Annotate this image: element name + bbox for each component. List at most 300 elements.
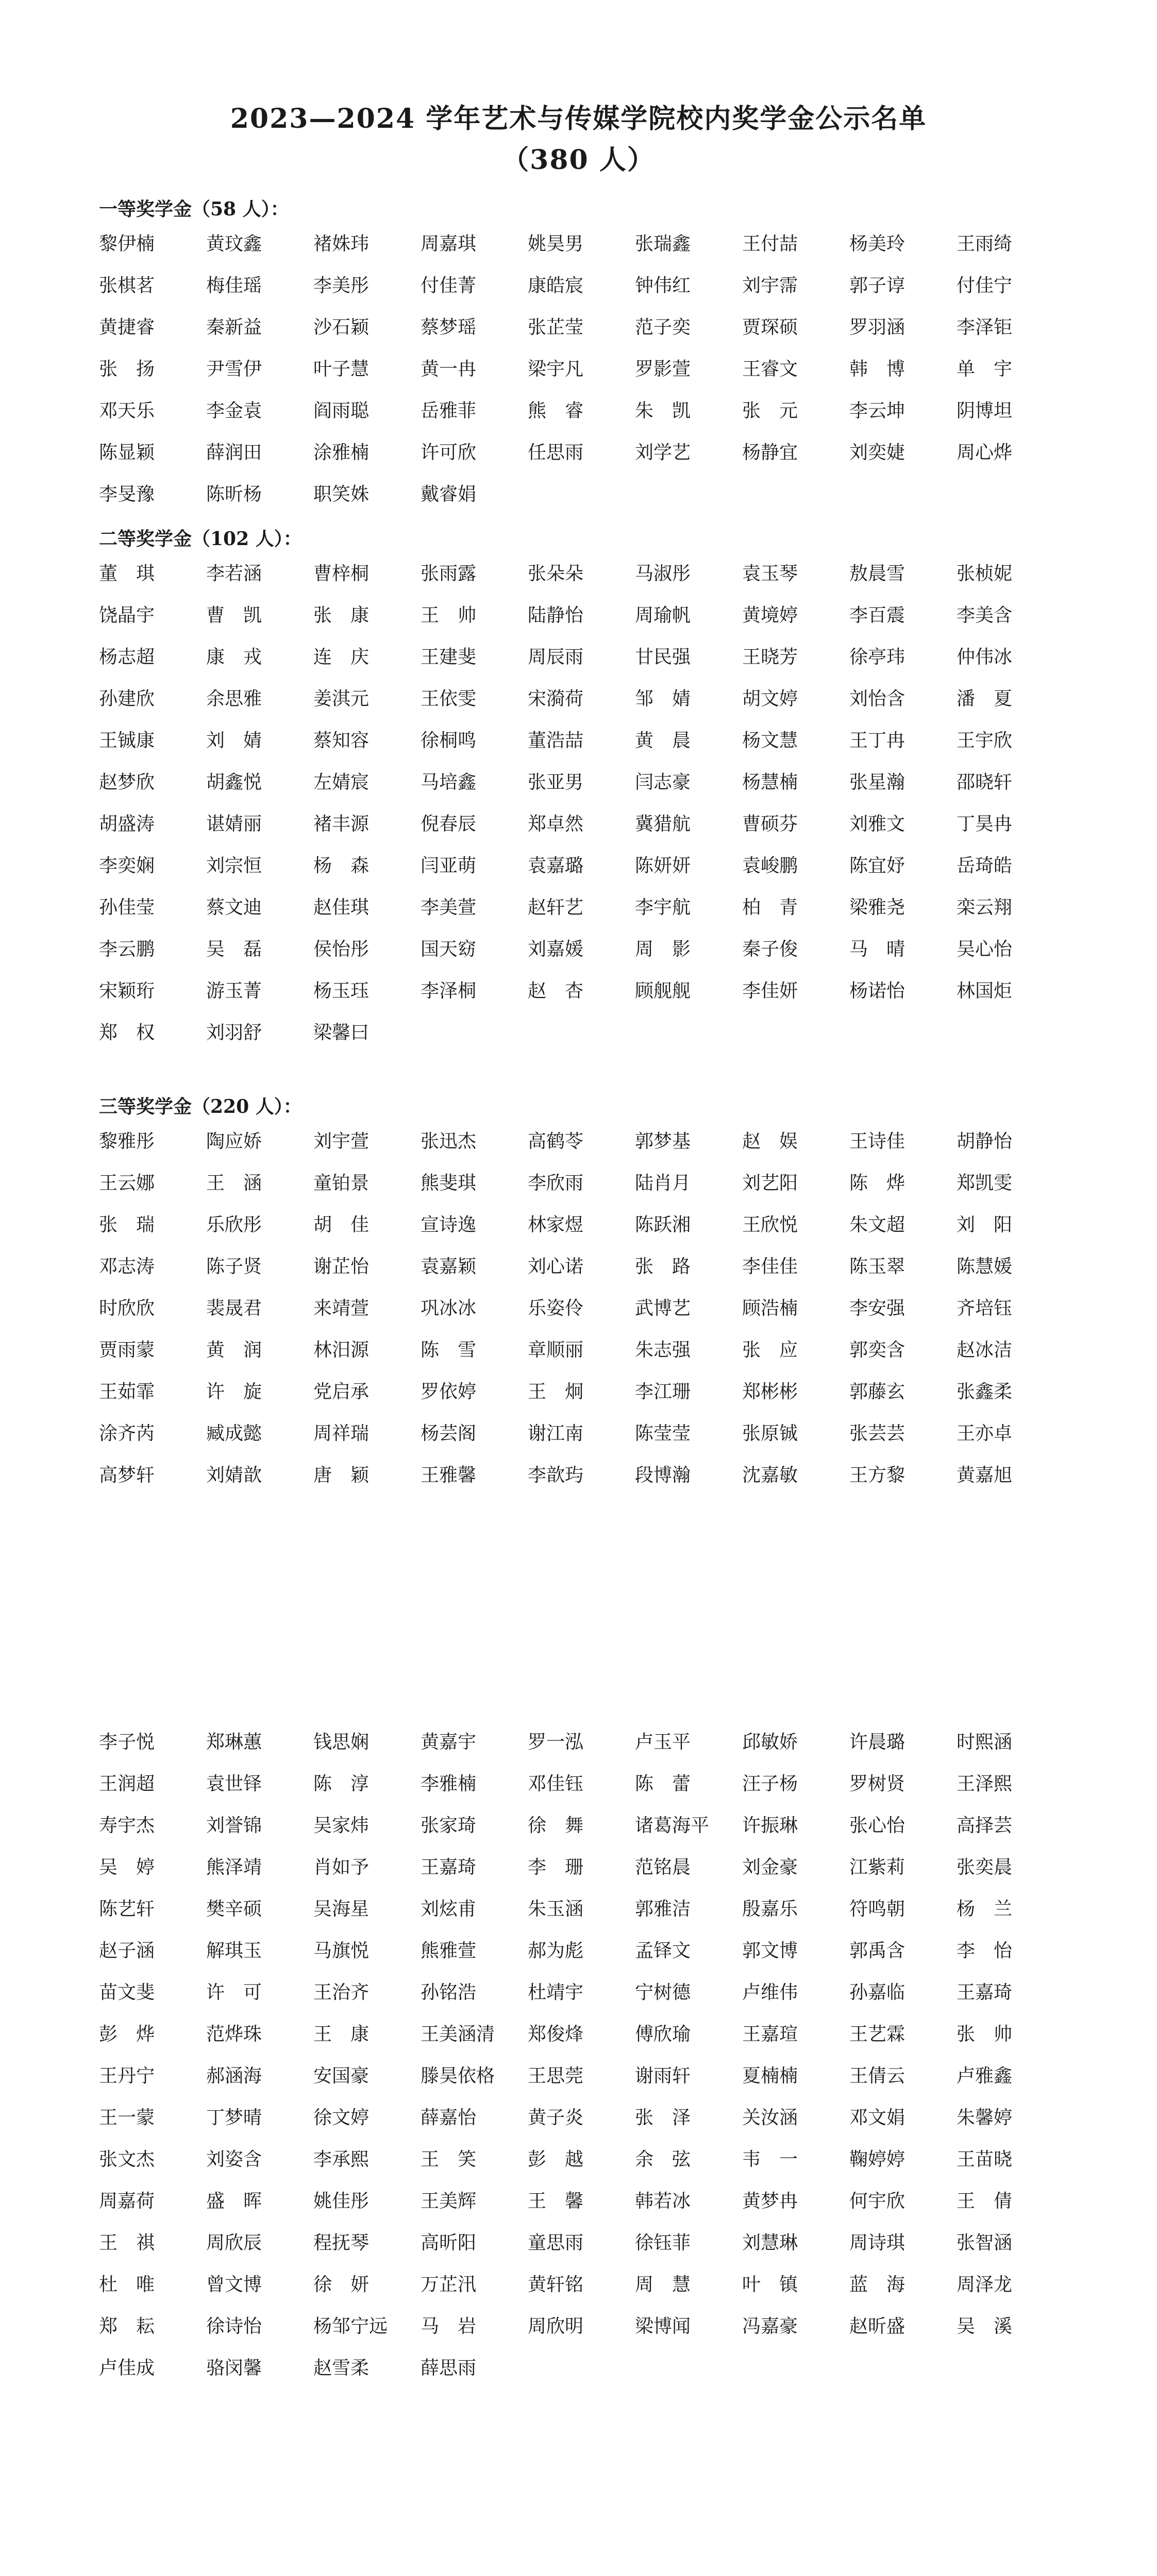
name-cell: 谢江南 (528, 1423, 584, 1444)
name-cell: 李子悦 (99, 1732, 155, 1753)
name-cell: 郭藤玄 (849, 1381, 906, 1402)
name-cell: 郑俊烽 (528, 2024, 584, 2045)
name-cell: 刘羽舒 (206, 1022, 262, 1043)
name-cell: 肖如予 (313, 1857, 370, 1878)
name-cell: 王丹宁 (99, 2065, 155, 2087)
name-cell: 甘民强 (635, 647, 691, 668)
name-cell: 朱玉涵 (528, 1899, 584, 1920)
name-cell: 单 宇 (957, 359, 1013, 380)
name-cell: 栾云翔 (957, 897, 1013, 918)
name-cell: 黄子炎 (528, 2107, 584, 2128)
name-cell: 叶 镇 (742, 2274, 798, 2295)
name-cell: 彭 越 (528, 2149, 584, 2170)
name-cell: 郑彬彬 (742, 1381, 798, 1402)
name-cell: 许振琳 (742, 1815, 798, 1836)
name-cell: 康皓宸 (528, 275, 584, 296)
name-cell: 张奕晨 (957, 1857, 1013, 1878)
name-cell: 王美涵清 (421, 2024, 495, 2045)
name-cell: 陈慧媛 (957, 1256, 1013, 1277)
name-cell: 刘心诺 (528, 1256, 584, 1277)
name-cell: 陈 烨 (849, 1173, 906, 1194)
name-cell: 安国豪 (313, 2065, 370, 2087)
name-cell: 梁博闻 (635, 2316, 691, 2337)
name-cell: 杨 兰 (957, 1899, 1013, 1920)
name-cell: 连 庆 (313, 647, 370, 668)
name-cell: 袁峻鹏 (742, 855, 798, 876)
name-cell: 薛嘉怡 (421, 2107, 477, 2128)
name-cell: 赵梦欣 (99, 772, 155, 793)
name-cell: 王 涵 (206, 1173, 262, 1194)
name-cell: 王泽熙 (957, 1773, 1013, 1794)
name-cell: 秦新益 (206, 317, 262, 338)
name-cell: 刘金豪 (742, 1857, 798, 1878)
name-cell: 刘炫甫 (421, 1899, 477, 1920)
name-cell: 闫亚萌 (421, 855, 477, 876)
name-cell: 涂齐芮 (99, 1423, 155, 1444)
name-cell: 张芸芸 (849, 1423, 906, 1444)
name-cell: 宋漪荷 (528, 688, 584, 709)
name-cell: 熊雅萱 (421, 1940, 477, 1961)
name-cell: 刘婧歆 (206, 1465, 262, 1486)
name-cell: 童铂景 (313, 1173, 370, 1194)
section-heading-second-prize: 二等奖学金（102 人）： (99, 528, 302, 550)
name-cell: 马旗悦 (313, 1940, 370, 1961)
name-cell: 丁昊冉 (957, 814, 1013, 835)
name-cell: 李美彤 (313, 275, 370, 296)
name-cell: 曹梓桐 (313, 563, 370, 584)
name-cell: 黄 润 (206, 1340, 262, 1361)
name-cell: 张芷莹 (528, 317, 584, 338)
name-cell: 杨玉珏 (313, 980, 370, 1002)
name-cell: 郭子谆 (849, 275, 906, 296)
name-cell: 时熙涵 (957, 1732, 1013, 1753)
name-cell: 谢雨轩 (635, 2065, 691, 2087)
name-cell: 陈 雪 (421, 1340, 477, 1361)
name-cell: 夏楠楠 (742, 2065, 798, 2087)
name-cell: 张桢妮 (957, 563, 1013, 584)
name-cell: 陶应娇 (206, 1131, 262, 1152)
name-cell: 任思雨 (528, 442, 584, 463)
name-cell: 黄嘉宇 (421, 1732, 477, 1753)
name-cell: 郑 权 (99, 1022, 155, 1043)
name-cell: 邓天乐 (99, 400, 155, 421)
name-cell: 陆静怡 (528, 605, 584, 626)
name-cell: 江紫莉 (849, 1857, 906, 1878)
name-cell: 贾雨蒙 (99, 1340, 155, 1361)
name-cell: 王雅馨 (421, 1465, 477, 1486)
name-cell: 沙石颖 (313, 317, 370, 338)
name-cell: 张原铖 (742, 1423, 798, 1444)
name-cell: 王欣悦 (742, 1214, 798, 1235)
name-cell: 许 旋 (206, 1381, 262, 1402)
name-cell: 鞠婷婷 (849, 2149, 906, 2170)
name-cell: 王付喆 (742, 233, 798, 255)
name-cell: 李奕娴 (99, 855, 155, 876)
name-cell: 郭奕含 (849, 1340, 906, 1361)
name-cell: 刘雅文 (849, 814, 906, 835)
name-cell: 王 帅 (421, 605, 477, 626)
name-cell: 付佳宁 (957, 275, 1013, 296)
name-cell: 刘姿含 (206, 2149, 262, 2170)
name-cell: 黄嘉旭 (957, 1465, 1013, 1486)
name-cell: 周欣辰 (206, 2232, 262, 2253)
name-cell: 郭雅洁 (635, 1899, 691, 1920)
name-cell: 章顺丽 (528, 1340, 584, 1361)
name-cell: 梅佳瑶 (206, 275, 262, 296)
name-cell: 陈 淳 (313, 1773, 370, 1794)
name-cell: 王丁冉 (849, 730, 906, 751)
name-cell: 何宇欣 (849, 2191, 906, 2212)
name-cell: 符鸣朝 (849, 1899, 906, 1920)
name-cell: 郭梦基 (635, 1131, 691, 1152)
name-cell: 乐欣彤 (206, 1214, 262, 1235)
name-cell: 薛思雨 (421, 2358, 477, 2379)
name-cell: 张 泽 (635, 2107, 691, 2128)
name-cell: 顾浩楠 (742, 1298, 798, 1319)
name-cell: 李百震 (849, 605, 906, 626)
name-cell: 胡盛涛 (99, 814, 155, 835)
name-cell: 周 影 (635, 939, 691, 960)
name-cell: 党启承 (313, 1381, 370, 1402)
name-cell: 徐钰菲 (635, 2232, 691, 2253)
name-cell: 孙佳莹 (99, 897, 155, 918)
name-cell: 许 可 (206, 1982, 262, 2003)
name-cell: 胡文婷 (742, 688, 798, 709)
name-cell: 王美辉 (421, 2191, 477, 2212)
name-cell: 朱文超 (849, 1214, 906, 1235)
name-cell: 褚丰源 (313, 814, 370, 835)
name-cell: 职笑姝 (313, 484, 370, 505)
name-cell: 王嘉瑄 (742, 2024, 798, 2045)
name-cell: 杨志超 (99, 647, 155, 668)
name-cell: 李泽桐 (421, 980, 477, 1002)
document-title: 2023—2024 学年艺术与传媒学院校内奖学金公示名单 (230, 103, 927, 134)
name-cell: 寿宇杰 (99, 1815, 155, 1836)
name-cell: 解琪玉 (206, 1940, 262, 1961)
name-cell: 王治齐 (313, 1982, 370, 2003)
name-cell: 黎雅彤 (99, 1131, 155, 1152)
name-cell: 孙建欣 (99, 688, 155, 709)
name-cell: 郝涵海 (206, 2065, 262, 2087)
name-cell: 李若涵 (206, 563, 262, 584)
name-cell: 马 岩 (421, 2316, 477, 2337)
name-cell: 梁宇凡 (528, 359, 584, 380)
name-cell: 陈显颖 (99, 442, 155, 463)
name-cell: 马淑彤 (635, 563, 691, 584)
name-cell: 关汝涵 (742, 2107, 798, 2128)
name-cell: 李 怡 (957, 1940, 1013, 1961)
name-cell: 张雨露 (421, 563, 477, 584)
name-grid-first-prize (99, 232, 1068, 524)
name-cell: 陈昕杨 (206, 484, 262, 505)
name-cell: 倪春辰 (421, 814, 477, 835)
name-cell: 尹雪伊 (206, 359, 262, 380)
name-cell: 李泽钜 (957, 317, 1013, 338)
name-cell: 王 康 (313, 2024, 370, 2045)
name-cell: 唐 颖 (313, 1465, 370, 1486)
name-cell: 徐 妍 (313, 2274, 370, 2295)
name-cell: 时欣欣 (99, 1298, 155, 1319)
name-cell: 来靖萱 (313, 1298, 370, 1319)
section-heading-first-prize: 一等奖学金（58 人）： (99, 198, 289, 220)
name-cell: 张瑞鑫 (635, 233, 691, 255)
name-cell: 梁馨曰 (313, 1022, 370, 1043)
name-cell: 盛 晖 (206, 2191, 262, 2212)
name-grid-second-prize (99, 562, 1068, 1062)
name-cell: 罗树贤 (849, 1773, 906, 1794)
name-cell: 王云娜 (99, 1173, 155, 1194)
name-cell: 仲伟冰 (957, 647, 1013, 668)
name-cell: 梁雅尧 (849, 897, 906, 918)
name-cell: 赵 杏 (528, 980, 584, 1002)
name-cell: 黄梦冉 (742, 2191, 798, 2212)
name-cell: 张朵朵 (528, 563, 584, 584)
name-cell: 王嘉琦 (957, 1982, 1013, 2003)
name-cell: 徐亭玮 (849, 647, 906, 668)
name-cell: 朱 凯 (635, 400, 691, 421)
name-cell: 王艺霖 (849, 2024, 906, 2045)
name-cell: 姜淇元 (313, 688, 370, 709)
name-cell: 李佳佳 (742, 1256, 798, 1277)
name-cell: 张 瑞 (99, 1214, 155, 1235)
name-cell: 李美含 (957, 605, 1013, 626)
name-cell: 冯嘉豪 (742, 2316, 798, 2337)
name-cell: 王一蒙 (99, 2107, 155, 2128)
name-cell: 段博瀚 (635, 1465, 691, 1486)
name-cell: 熊 睿 (528, 400, 584, 421)
name-cell: 彭 烨 (99, 2024, 155, 2045)
name-cell: 阎雨聪 (313, 400, 370, 421)
name-cell: 李金袁 (206, 400, 262, 421)
name-cell: 赵佳琪 (313, 897, 370, 918)
name-cell: 陈玉翠 (849, 1256, 906, 1277)
name-cell: 郑卓然 (528, 814, 584, 835)
name-cell: 诸葛海平 (635, 1815, 710, 1836)
name-cell: 秦子俊 (742, 939, 798, 960)
name-cell: 张 元 (742, 400, 798, 421)
name-cell: 朱志强 (635, 1340, 691, 1361)
name-cell: 丁梦晴 (206, 2107, 262, 2128)
name-cell: 张 应 (742, 1340, 798, 1361)
name-cell: 张家琦 (421, 1815, 477, 1836)
name-cell: 熊斐琪 (421, 1173, 477, 1194)
name-cell: 岳雅菲 (421, 400, 477, 421)
name-cell: 陈莹莹 (635, 1423, 691, 1444)
name-cell: 乐姿伶 (528, 1298, 584, 1319)
name-cell: 李云坤 (849, 400, 906, 421)
name-cell: 陆肖月 (635, 1173, 691, 1194)
name-cell: 武博艺 (635, 1298, 691, 1319)
name-cell: 杨静宜 (742, 442, 798, 463)
name-cell: 刘嘉媛 (528, 939, 584, 960)
name-cell: 骆闵馨 (206, 2358, 262, 2379)
name-cell: 李承熙 (313, 2149, 370, 2170)
name-cell: 吴心怡 (957, 939, 1013, 960)
name-cell: 钟伟红 (635, 275, 691, 296)
name-cell: 童思雨 (528, 2232, 584, 2253)
name-cell: 黄玟鑫 (206, 233, 262, 255)
name-cell: 张鑫柔 (957, 1381, 1013, 1402)
name-cell: 齐培钰 (957, 1298, 1013, 1319)
name-cell: 赵子涵 (99, 1940, 155, 1961)
name-cell: 陈子贤 (206, 1256, 262, 1277)
name-cell: 吴家炜 (313, 1815, 370, 1836)
name-cell: 张亚男 (528, 772, 584, 793)
name-cell: 钱思娴 (313, 1732, 370, 1753)
name-cell: 杜靖宇 (528, 1982, 584, 2003)
name-cell: 王 馨 (528, 2191, 584, 2212)
name-cell: 宋颖珩 (99, 980, 155, 1002)
name-cell: 周泽龙 (957, 2274, 1013, 2295)
name-cell: 李江珊 (635, 1381, 691, 1402)
name-cell: 王诗佳 (849, 1131, 906, 1152)
name-cell: 康 戎 (206, 647, 262, 668)
name-cell: 孙铭浩 (421, 1982, 477, 2003)
name-cell: 周祥瑞 (313, 1423, 370, 1444)
name-cell: 郭禹含 (849, 1940, 906, 1961)
name-cell: 王茹霏 (99, 1381, 155, 1402)
name-cell: 李美萱 (421, 897, 477, 918)
name-cell: 王润超 (99, 1773, 155, 1794)
name-cell: 熊泽靖 (206, 1857, 262, 1878)
name-cell: 卢维伟 (742, 1982, 798, 2003)
name-cell: 吴 溪 (957, 2316, 1013, 2337)
name-cell: 刘艺阳 (742, 1173, 798, 1194)
name-cell: 潘 夏 (957, 688, 1013, 709)
name-cell: 袁玉琴 (742, 563, 798, 584)
name-cell: 范铭晨 (635, 1857, 691, 1878)
name-cell: 赵冰洁 (957, 1340, 1013, 1361)
name-cell: 苗文斐 (99, 1982, 155, 2003)
name-cell: 陈宜妤 (849, 855, 906, 876)
name-cell: 韩 博 (849, 359, 906, 380)
name-cell: 胡静怡 (957, 1131, 1013, 1152)
name-cell: 曹硕芬 (742, 814, 798, 835)
name-cell: 张 康 (313, 605, 370, 626)
name-cell: 王苗晓 (957, 2149, 1013, 2170)
name-cell: 杨 森 (313, 855, 370, 876)
name-cell: 朱馨婷 (957, 2107, 1013, 2128)
name-cell: 郝为彪 (528, 1940, 584, 1961)
name-cell: 饶晶宇 (99, 605, 155, 626)
name-cell: 李宇航 (635, 897, 691, 918)
name-cell: 褚姝玮 (313, 233, 370, 255)
name-cell: 曹 凯 (206, 605, 262, 626)
name-cell: 李 珊 (528, 1857, 584, 1878)
document-subtitle-count: （380 人） (502, 144, 655, 176)
name-cell: 董 琪 (99, 563, 155, 584)
name-cell: 杨邹宁远 (313, 2316, 388, 2337)
name-cell: 邓佳钰 (528, 1773, 584, 1794)
name-cell: 刘宇霈 (742, 275, 798, 296)
name-cell: 国天窈 (421, 939, 477, 960)
name-cell: 卢佳成 (99, 2358, 155, 2379)
name-cell: 王倩云 (849, 2065, 906, 2087)
name-cell: 高择芸 (957, 1815, 1013, 1836)
name-cell: 胡鑫悦 (206, 772, 262, 793)
name-cell: 韩若冰 (635, 2191, 691, 2212)
name-cell: 杨诺怡 (849, 980, 906, 1002)
name-cell: 李云鹏 (99, 939, 155, 960)
name-cell: 周瑜帆 (635, 605, 691, 626)
name-grid-third-prize-part2 (99, 1730, 1068, 2398)
name-cell: 袁嘉颖 (421, 1256, 477, 1277)
name-cell: 余思雅 (206, 688, 262, 709)
name-cell: 臧成懿 (206, 1423, 262, 1444)
name-cell: 周心烨 (957, 442, 1013, 463)
name-cell: 陈跃湘 (635, 1214, 691, 1235)
name-cell: 罗羽涵 (849, 317, 906, 338)
name-cell: 蔡知容 (313, 730, 370, 751)
name-cell: 徐诗怡 (206, 2316, 262, 2337)
name-cell: 张 帅 (957, 2024, 1013, 2045)
name-cell: 汪子杨 (742, 1773, 798, 1794)
name-cell: 陈艺轩 (99, 1899, 155, 1920)
name-cell: 杨美玲 (849, 233, 906, 255)
name-cell: 张文杰 (99, 2149, 155, 2170)
name-cell: 闫志豪 (635, 772, 691, 793)
name-cell: 周辰雨 (528, 647, 584, 668)
name-cell: 孟铎文 (635, 1940, 691, 1961)
name-cell: 许可欣 (421, 442, 477, 463)
name-cell: 邵晓轩 (957, 772, 1013, 793)
name-cell: 黎伊楠 (99, 233, 155, 255)
name-cell: 余 弦 (635, 2149, 691, 2170)
name-cell: 岳琦皓 (957, 855, 1013, 876)
name-cell: 周诗琪 (849, 2232, 906, 2253)
name-cell: 王嘉琦 (421, 1857, 477, 1878)
name-cell: 黄捷睿 (99, 317, 155, 338)
name-cell: 周欣明 (528, 2316, 584, 2337)
name-cell: 邓志涛 (99, 1256, 155, 1277)
name-cell: 邱敏娇 (742, 1732, 798, 1753)
name-cell: 王 笑 (421, 2149, 477, 2170)
name-cell: 曾文博 (206, 2274, 262, 2295)
name-cell: 顾舰舰 (635, 980, 691, 1002)
name-cell: 刘奕婕 (849, 442, 906, 463)
name-cell: 林国炬 (957, 980, 1013, 1002)
name-cell: 杨文慧 (742, 730, 798, 751)
name-cell: 王建斐 (421, 647, 477, 668)
name-cell: 程抚琴 (313, 2232, 370, 2253)
name-cell: 徐文婷 (313, 2107, 370, 2128)
name-cell: 宁树德 (635, 1982, 691, 2003)
name-cell: 王雨绮 (957, 233, 1013, 255)
name-cell: 罗影萱 (635, 359, 691, 380)
name-cell: 刘怡含 (849, 688, 906, 709)
name-cell: 陈妍妍 (635, 855, 691, 876)
name-cell: 罗一泓 (528, 1732, 584, 1753)
name-cell: 谢芷怡 (313, 1256, 370, 1277)
section-heading-third-prize: 三等奖学金（220 人）： (99, 1096, 302, 1117)
name-cell: 李雅楠 (421, 1773, 477, 1794)
name-cell: 马 晴 (849, 939, 906, 960)
name-cell: 杨慧楠 (742, 772, 798, 793)
name-cell: 王宇欣 (957, 730, 1013, 751)
name-cell: 张 路 (635, 1256, 691, 1277)
name-cell: 张智涵 (957, 2232, 1013, 2253)
name-cell: 王睿文 (742, 359, 798, 380)
name-cell: 刘宇萱 (313, 1131, 370, 1152)
name-cell: 蔡梦瑶 (421, 317, 477, 338)
name-cell: 范子奕 (635, 317, 691, 338)
name-cell: 刘 阳 (957, 1214, 1013, 1235)
name-cell: 吴海星 (313, 1899, 370, 1920)
name-cell: 高昕阳 (421, 2232, 477, 2253)
name-cell: 黄轩铭 (528, 2274, 584, 2295)
name-cell: 邓文娟 (849, 2107, 906, 2128)
name-cell: 徐 舞 (528, 1815, 584, 1836)
